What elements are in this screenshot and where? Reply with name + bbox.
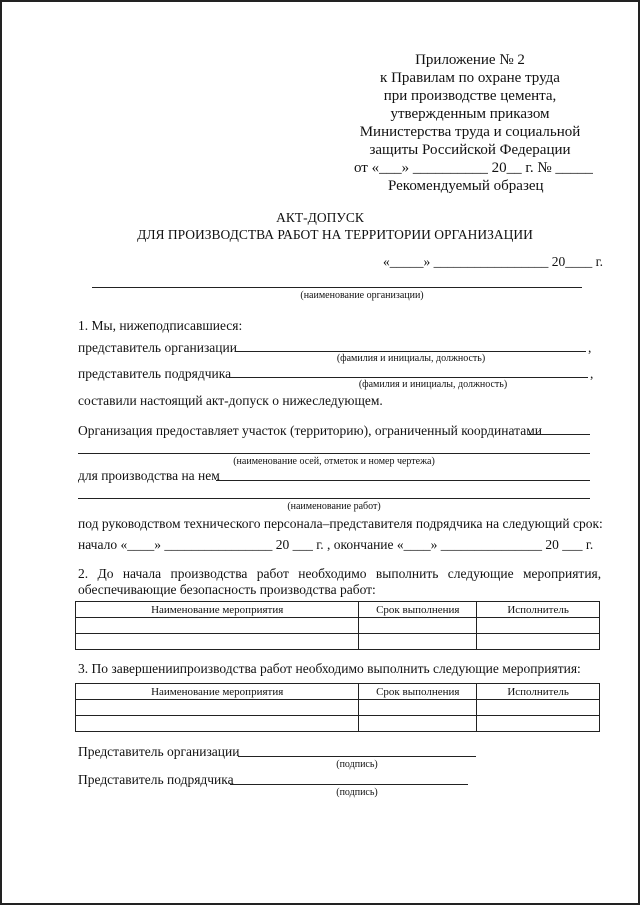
table-row <box>76 716 600 732</box>
section2-text: 2. До начала производства работ необходимо выполнить следующие мероприятия, <box>78 566 602 581</box>
org-representative-label: представитель организации <box>78 340 237 355</box>
section2-text-line2: обеспечивающие безопасность производства работ: <box>78 582 376 597</box>
contractor-representative-field[interactable] <box>228 377 588 378</box>
header-line: Министерства труда и социальной <box>359 124 581 140</box>
work-period: начало «____» ________________ 20 ___ г. , окончание «____» _______________ 20 ___ г. <box>78 537 594 552</box>
table-header-row <box>76 602 600 618</box>
column-header: Исполнитель <box>477 684 600 700</box>
organization-name-caption: (наименование организации) <box>300 290 424 301</box>
table-cell[interactable] <box>76 716 359 732</box>
act-date: «_____» _________________ 20____ г. <box>383 254 604 269</box>
signature-caption: (подпись) <box>336 759 378 770</box>
header-line: защиты Российской Федерации <box>369 142 571 158</box>
document-subtitle: ДЛЯ ПРОИЗВОДСТВА РАБОТ НА ТЕРРИТОРИИ ОРГАНИЗАЦИИ <box>137 227 533 242</box>
table-cell[interactable] <box>76 634 359 650</box>
column-header: Срок выполнения <box>359 684 477 700</box>
org-representative-field[interactable] <box>236 351 586 352</box>
works-field[interactable] <box>216 480 590 481</box>
contractor-signature-field[interactable] <box>230 784 468 785</box>
column-header: Исполнитель <box>477 602 600 618</box>
table-row <box>76 634 600 650</box>
section3-text: 3. По завершениипроизводства работ необходимо выполнить следующие мероприятия: <box>78 661 581 676</box>
coordinates-field[interactable] <box>528 434 590 435</box>
table-cell[interactable] <box>477 634 600 650</box>
section1-heading: 1. Мы, нижеподписавшиеся: <box>78 318 243 333</box>
table-cell[interactable] <box>76 618 359 634</box>
organization-name-line <box>92 287 582 288</box>
works-caption: (наименование работ) <box>287 501 381 512</box>
contractor-representative-label: представитель подрядчика <box>78 366 232 381</box>
table-cell[interactable] <box>477 618 600 634</box>
comma: , <box>590 366 594 381</box>
table-cell[interactable] <box>359 716 477 732</box>
table-cell[interactable] <box>76 700 359 716</box>
table-cell[interactable] <box>477 716 600 732</box>
org-signature-field[interactable] <box>238 756 476 757</box>
column-header: Наименование мероприятия <box>76 602 359 618</box>
axes-caption: (наименование осей, отметок и номер чертежа) <box>233 456 435 467</box>
contractor-representative-signature-label: Представитель подрядчика <box>78 772 234 787</box>
table-cell[interactable] <box>477 700 600 716</box>
signature-caption: (подпись) <box>336 787 378 798</box>
order-date-number: от «___» __________ 20__ г. № _____ <box>354 160 593 176</box>
table-row <box>76 618 600 634</box>
org-representative-caption: (фамилия и инициалы, должность) <box>336 353 486 364</box>
coordinates-field-line2[interactable] <box>78 453 590 454</box>
table-row <box>76 700 600 716</box>
section3-measures-table <box>75 683 600 732</box>
org-representative-signature-label: Представитель организации <box>78 744 240 759</box>
works-field-line2[interactable] <box>78 498 590 499</box>
section2-measures-table <box>75 601 600 650</box>
column-header: Наименование мероприятия <box>76 684 359 700</box>
header-line: к Правилам по охране труда <box>380 70 560 86</box>
for-works-label: для производства на нем <box>78 468 220 483</box>
header-line: при производстве цемента, <box>383 88 557 104</box>
table-cell[interactable] <box>359 618 477 634</box>
table-header-row <box>76 684 600 700</box>
compiled-text: составили настоящий акт-допуск о нижеследующем. <box>78 393 383 408</box>
supervision-text: под руководством технического персонала–представителя подрядчика на следующий срок: <box>78 516 603 531</box>
contractor-representative-caption: (фамилия и инициалы, должность) <box>358 379 508 390</box>
comma: , <box>588 340 592 355</box>
coordinates-text: Организация предоставляет участок (территорию), ограниченный координатами <box>78 423 542 438</box>
sample-label: Рекомендуемый образец <box>388 178 544 194</box>
appendix-number: Приложение № 2 <box>415 52 525 68</box>
table-cell[interactable] <box>359 634 477 650</box>
header-line: утвержденным приказом <box>390 106 550 122</box>
table-cell[interactable] <box>359 700 477 716</box>
column-header: Срок выполнения <box>359 602 477 618</box>
document-title: АКТ-ДОПУСК <box>276 210 364 225</box>
